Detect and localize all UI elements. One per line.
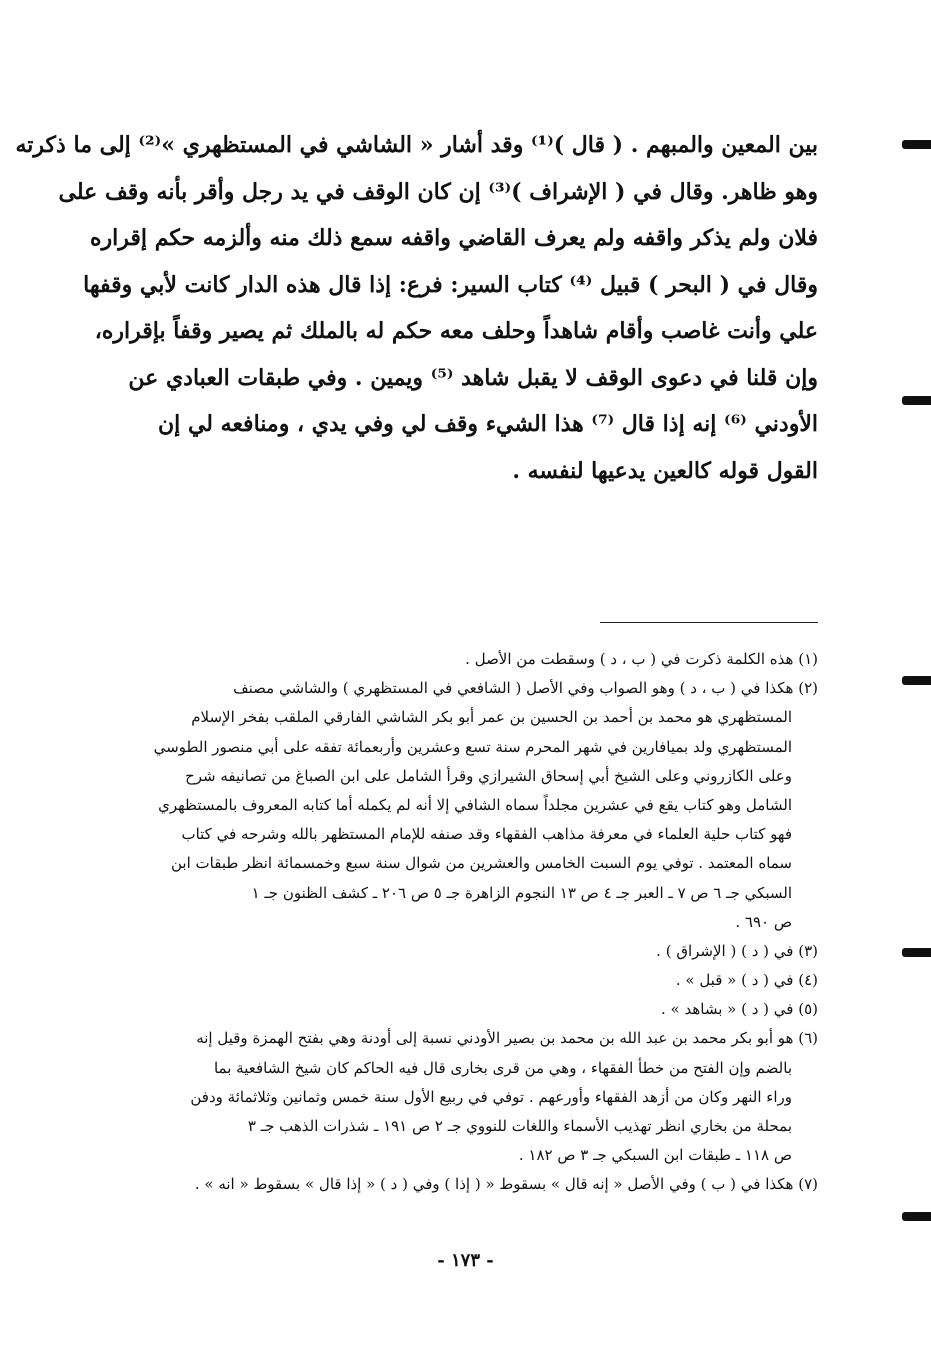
text-line: القول قوله كالعين يدعيها لنفسه .	[512, 457, 818, 484]
footnote-line: (٢) هكذا في ( ب ، د ) وهو الصواب وفي الأصل ( الشافعي في المستظهري ) والشاشي مصنف	[233, 679, 818, 698]
footnote-line: المستظهري ولد بميافارين في شهر المحرم سنة تسع وعشرين وأربعمائة تفقه على أبي منصور الطوسي	[153, 737, 792, 756]
margin-mark	[902, 676, 931, 685]
footnote-line: المستظهري هو محمد بن أحمد بن الحسين بن عمر أبو بكر الشاشي الفارقي الملقب بفخر الإسلام	[191, 708, 792, 727]
page-number: - ١٧٣ -	[437, 1250, 494, 1271]
text-line: وهو ظاهر. وقال في ( الإشراف )⁽³⁾ إن كان الوقف في يد رجل وأقر بأنه وقف على	[58, 178, 818, 205]
margin-mark	[902, 396, 931, 405]
footnote-line: (٦) هو أبو بكر محمد بن عبد الله بن محمد بن بصير الأودني نسبة إلى أودنة وهي بفتح الهمزة وقيل إنه	[196, 1029, 818, 1048]
footnotes	[118, 645, 818, 1200]
margin-mark	[902, 1212, 931, 1221]
footnote-line: ص ١١٨ ـ طبقات ابن السبكي جـ ٣ ص ١٨٢ .	[518, 1146, 792, 1165]
text-line: بين المعين والمبهم . ( قال )⁽¹⁾ وقد أشار « الشاشي في المستظهري »⁽²⁾ إلى ما ذكرته	[15, 132, 818, 158]
footnote-line: سماه المعتمد . توفي يوم السبت الخامس والعشرين من شوال سنة سبع وخمسمائة انظر طبقات ابن	[171, 854, 792, 873]
text-line: علي وأنت غاصب وأقام شاهداً وحلف معه حكم له بالملك ثم يصير وقفاً بإقراره،	[94, 318, 818, 344]
margin-mark	[902, 948, 931, 957]
footnote-line: (٣) في ( د ) ( الإشراق ) .	[656, 941, 818, 960]
text-line: وإن قلنا في دعوى الوقف لا يقبل شاهد ⁽⁵⁾ ويمين . وفي طبقات العبادي عن	[128, 364, 818, 391]
text-line: الأودني ⁽⁶⁾ إنه إذا قال ⁽⁷⁾ هذا الشيء وقف لي وفي يدي ، ومنافعه لي إن	[158, 411, 818, 437]
text-line: فلان ولم يذكر واقفه ولم يعرف القاضي واقفه سمع ذلك منه وألزمه حكم إقراره	[90, 225, 818, 251]
footnote-line: ص ٦٩٠ .	[735, 912, 792, 931]
margin-mark	[902, 140, 931, 149]
footnote-line: الشامل وهو كتاب يقع في عشرين مجلداً سماه الشافي إلا أنه لم يكمله أما كتابه المعروف بالمستظهري	[158, 795, 792, 814]
footnote-line: السبكي جـ ٦ ص ٧ ـ العبر جـ ٤ ص ١٣ النجوم الزاهرة جـ ٥ ص ٢٠٦ ـ كشف الظنون جـ ١	[251, 883, 792, 902]
footnote-line: وراء النهر وكان من أزهد الفقهاء وأورعهم . توفي في ربيع الأول سنة خمس وثمانين وثلاثمائة ودفن	[190, 1087, 792, 1106]
footnote-line: (٤) في ( د ) « قبل » .	[675, 971, 818, 990]
footnote-line: بمحلة من بخاري انظر تهذيب الأسماء واللغات للنووي جـ ٢ ص ١٩١ ـ شذرات الذهب جـ ٣	[247, 1117, 792, 1135]
footnote-line: (٥) في ( د ) « بشاهد » .	[660, 1000, 818, 1019]
text-line: وقال في ( البحر ) قبيل ⁽⁴⁾ كتاب السير: فرع: إذا قال هذه الدار كانت لأبي وقفها	[83, 271, 818, 298]
footnote-line: بالضم وإن الفتح من خطأ الفقهاء ، وهي من قرى بخارى قال فيه الحاكم كان شيخ الشافعية بما	[213, 1058, 792, 1077]
main-text	[15, 122, 818, 494]
footnote-line: (٧) هكذا في ( ب ) وفي الأصل « إنه قال » بسقوط « ( إذا ) وفي ( د ) « إذا قال » بسقوط « انه » .	[194, 1175, 818, 1194]
footnote-line: وعلى الكازروني وعلى الشيخ أبي إسحاق الشيرازي وقرأ الشامل على ابن الصباغ من تصانيفه شرح	[185, 766, 792, 785]
footnote-line: فهو كتاب حلية العلماء في معرفة مذاهب الفقهاء وقد صنفه للإمام المستظهر بالله وشرحه في كتاب	[181, 825, 792, 844]
footnote-line: (١) هذه الكلمة ذكرت في ( ب ، د ) وسقطت من الأصل .	[465, 650, 818, 668]
footnote-separator	[600, 622, 818, 623]
